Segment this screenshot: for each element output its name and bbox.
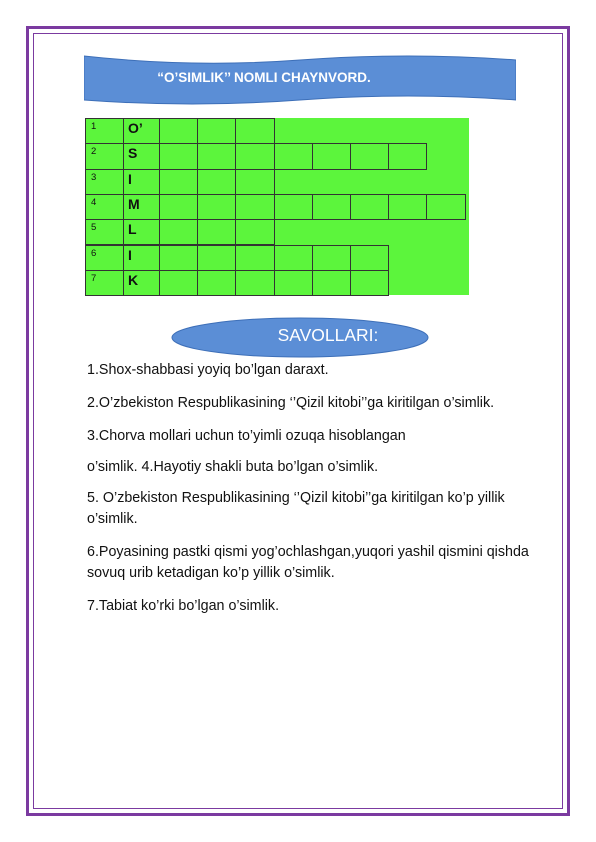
crossword-cell[interactable] [197,245,236,271]
row-letter: I [123,245,160,271]
row-letter: O’ [123,118,160,144]
crossword-cell[interactable] [274,270,313,296]
crossword-cell[interactable] [197,219,236,245]
row-number: 4 [85,194,124,220]
subtitle: SAVOLLARI: [277,325,379,345]
question-line: 7.Tabiat ko’rki bo’lgan o’simlik. [87,598,280,614]
question-line: 1.Shox-shabbasi yoyiq bo’lgan daraxt. [87,362,329,378]
row-number: 1 [85,118,124,144]
crossword-cell[interactable] [159,270,198,296]
crossword-cell[interactable] [426,194,465,220]
row-number: 3 [85,169,124,195]
crossword-cell[interactable] [350,143,389,169]
crossword-cell[interactable] [197,143,236,169]
row-letter: K [123,270,160,296]
subtitle-pill [171,317,429,358]
crossword-cell[interactable] [350,245,389,271]
crossword-cell[interactable] [388,194,427,220]
row-number: 5 [85,219,124,245]
question-line: o’simlik. 4.Hayotiy shakli buta bo’lgan o’simlik. [87,459,379,475]
crossword-grid [85,118,469,295]
crossword-cell[interactable] [159,143,198,169]
crossword-cell[interactable] [274,245,313,271]
crossword-cell[interactable] [274,143,313,169]
crossword-cell[interactable] [159,118,198,144]
crossword-cell[interactable] [197,118,236,144]
row-number: 7 [85,270,124,296]
crossword-cell[interactable] [274,194,313,220]
row-number: 2 [85,143,124,169]
crossword-cell[interactable] [312,194,351,220]
question-line: 2.O’zbekiston Respublikasining ‘’Qizil kitobi’’ga kiritilgan o’simlik. [87,395,495,411]
questions-list [87,360,542,629]
crossword-cell[interactable] [350,194,389,220]
crossword-cell[interactable] [235,143,274,169]
row-letter: I [123,169,160,195]
question-line: 3.Chorva mollari uchun to’yimli ozuqa hisoblangan [87,428,406,444]
crossword-cell[interactable] [159,245,198,271]
question-line: 5. O’zbekiston Respublikasining ‘’Qizil kitobi’’ga kiritilgan ko’p yillik o’simlik. [87,490,505,527]
row-letter: M [123,194,160,220]
crossword-cell[interactable] [388,143,427,169]
crossword-cell[interactable] [312,270,351,296]
crossword-cell[interactable] [197,270,236,296]
crossword-cell[interactable] [350,270,389,296]
question-line: 6.Poyasining pastki qismi yog’ochlashgan,yuqori yashil qismini qishda sovuq urib ketadigan ko’p yillik o’simlik. [87,544,529,581]
crossword-cell[interactable] [197,169,236,195]
page-title: “O’SIMLIK’’ NOMLI CHAYNVORD. [157,70,371,85]
crossword-cell[interactable] [159,194,198,220]
crossword-cell[interactable] [235,270,274,296]
crossword-cell[interactable] [235,245,274,271]
title-banner [84,52,516,108]
crossword-cell[interactable] [235,194,274,220]
row-letter: L [123,219,160,245]
row-number: 6 [85,245,124,271]
crossword-cell[interactable] [159,169,198,195]
crossword-cell[interactable] [235,169,274,195]
crossword-cell[interactable] [312,245,351,271]
crossword-cell[interactable] [235,219,274,245]
crossword-cell[interactable] [197,194,236,220]
crossword-cell[interactable] [312,143,351,169]
crossword-cell[interactable] [159,219,198,245]
crossword-cell[interactable] [235,118,274,144]
row-letter: S [123,143,160,169]
